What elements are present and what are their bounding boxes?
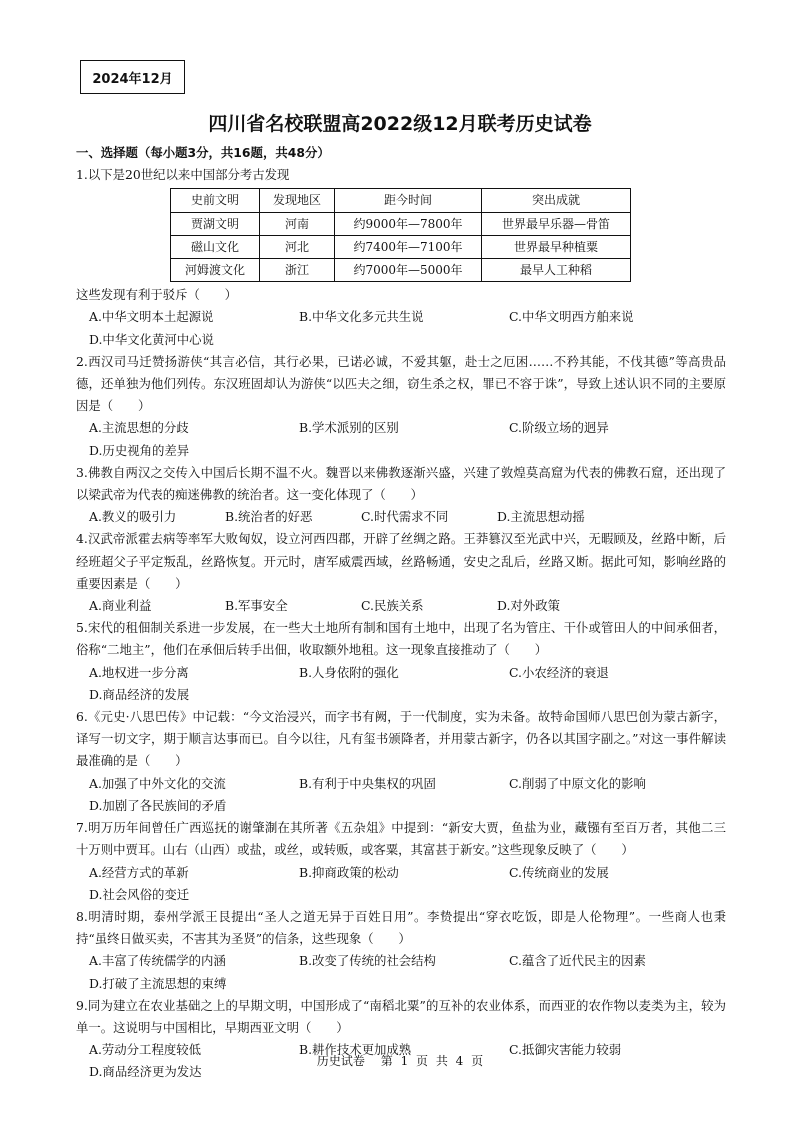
question-2-options [76,417,726,461]
table-header: 发现地区 [260,189,335,212]
section-heading: 一、选择题（每小题3分，共16题，共48分） [76,145,330,160]
question-4-stem: 4.汉武帝派霍去病等率军大败匈奴，设立河西四郡，开辟了丝绸之路。王莽篡汉至光武中兴，无暇顾及，丝路中断，后经班超父子平定叛乱，丝路恢复。开元时，唐军威震西域，丝路畅通，安史之乱后，丝路又断。据此可知，影响丝路的重要因素是（ ） [76,531,726,591]
question-3 [76,462,726,529]
table-cell: 磁山文化 [171,235,260,258]
table-cell: 贾湖文明 [171,212,260,235]
question-3-options [76,506,726,528]
option-a: A.加强了中外文化的交流 [89,775,226,791]
option-d: D.对外政策 [497,598,560,614]
exam-date: 2024年12月 [92,71,173,87]
option-c: C.小农经济的衰退 [509,664,609,680]
exam-date-box [80,60,185,94]
question-8-options [76,950,726,994]
question-5 [76,617,726,706]
option-a: A.丰富了传统儒学的内涵 [89,953,226,969]
table-header-row [171,189,631,212]
question-6 [76,706,726,817]
option-b: B.军事安全 [225,598,288,614]
question-2-stem: 2.西汉司马迁赞扬游侠“其言必信，其行必果，已诺必诚，不爱其躯，赴士之厄困……不矜其能，不伐其德”等高贵品德，还单独为他们列传。东汉班固却认为游侠“以匹夫之细，窃生杀之权，罪已不容于诛”，导致上述认识不同的主要原因是（ ） [76,353,726,414]
archaeology-table [170,188,631,282]
question-3-stem: 3.佛教自两汉之交传入中国后长期不温不火。魏晋以来佛教逐渐兴盛，兴建了敦煌莫高窟为代表的佛教石窟，还出现了以梁武帝为代表的痴迷佛教的统治者。这一变化体现了（ ） [76,464,726,503]
table-cell: 世界最早乐器—骨笛 [482,212,631,235]
question-4 [76,528,726,617]
table-header: 突出成就 [482,189,631,212]
question-5-stem: 5.宋代的租佃制关系进一步发展，在一些大土地所有制和国有土地中，出现了名为管庄、干仆或管田人的中间承佃者，俗称“二地主”，他们在承佃后转手出佃，收取额外地租。这一现象直接推动了（ ） [76,620,726,658]
footer-subject: 历史试卷 [316,1054,365,1068]
option-a: A.地权进一步分离 [89,664,189,680]
option-c: C.蕴含了近代民主的因素 [509,953,646,969]
option-c: C.阶级立场的迥异 [509,420,609,436]
question-8 [76,906,726,995]
table-cell: 河北 [260,235,335,258]
option-d: D.加剧了各民族间的矛盾 [89,797,227,813]
question-8-stem: 8.明清时期，泰州学派王艮提出“圣人之道无异于百姓日用”。李贽提出“穿衣吃饭，即是人伦物理”。一些商人也秉持“虽终日做买卖，不害其为圣贤”的信条，这些现象（ ） [76,908,726,947]
question-1-options [76,306,726,350]
option-b: B.耕作技术更加成熟 [299,1042,412,1058]
option-a: A.经营方式的革新 [89,864,189,880]
table-cell: 世界最早种植粟 [482,235,631,258]
option-a: A.商业利益 [89,598,152,614]
option-c: C.抵御灾害能力较弱 [509,1042,622,1058]
question-7-stem: 7.明万历年间曾任广西巡抚的谢肇淛在其所著《五杂俎》中提到：“新安大贾，鱼盐为业，藏镪有至百万者，其他二三十万则中贾耳。山右（山西）或盐，或丝，或转贩，或客粟，其富甚于新安。”这些现象反映了（ ） [76,820,726,858]
table-cell: 约7000年—5000年 [335,259,482,282]
option-c: C.时代需求不同 [361,509,449,525]
table-cell: 最早人工种稻 [482,259,631,282]
question-7-options [76,862,726,906]
question-2 [76,351,726,462]
option-a: A.劳动分工程度较低 [89,1042,202,1058]
option-c: C.中华文明西方舶来说 [509,309,634,325]
option-a: A.教义的吸引力 [89,509,177,525]
option-b: B.人身依附的强化 [299,664,399,680]
table-row [171,259,631,282]
table-cell: 约7400年—7100年 [335,235,482,258]
option-a: A.主流思想的分歧 [89,420,189,436]
question-6-options [76,773,726,817]
table-cell: 浙江 [260,259,335,282]
table-cell: 约9000年—7800年 [335,212,482,235]
option-d: D.主流思想动摇 [497,509,585,525]
table-header: 史前文明 [171,189,260,212]
question-6-stem: 6.《元史·八思巴传》中记载：“今文治浸兴，而字书有阙，于一代制度，实为未备。故特命国师八思巴创为蒙古新字，译写一切文字，期于顺言达事而已。自今以往，凡有玺书颁降者，并用蒙古新字，仍各以其国字副之。”对这一事件解读最准确的是（ ） [76,709,726,769]
question-7 [76,817,726,906]
option-c: C.削弱了中原文化的影响 [509,775,646,791]
question-1-stem: 1.以下是20世纪以来中国部分考古发现 [76,167,290,183]
question-1-prompt: 这些发现有利于驳斥（ ） [76,287,238,303]
option-d: D.商品经济的发展 [89,686,190,702]
option-b: B.有利于中央集权的巩固 [299,775,436,791]
option-d: D.商品经济更为发达 [89,1064,202,1080]
table-cell: 河南 [260,212,335,235]
table-row [171,212,631,235]
option-c: C.传统商业的发展 [509,864,609,880]
table-header: 距今时间 [335,189,482,212]
option-d: D.打破了主流思想的束缚 [89,975,227,991]
option-b: B.中华文化多元共生说 [299,309,424,325]
option-b: B.统治者的好恶 [225,509,313,525]
option-b: B.改变了传统的社会结构 [299,953,436,969]
question-1 [76,164,726,351]
question-5-options [76,662,726,706]
table-cell: 河姆渡文化 [171,259,260,282]
option-b: B.抑商政策的松动 [299,864,399,880]
option-b: B.学术派别的区别 [299,420,399,436]
question-9-stem: 9.同为建立在农业基础之上的早期文明，中国形成了“南稻北粟”的互补的农业体系，而西亚的农作物以麦类为主，较为单一。这说明与中国相比，早期西亚文明（ ） [76,997,726,1035]
option-a: A.中华文明本土起源说 [89,309,214,325]
option-d: D.历史视角的差异 [89,442,190,458]
page-footer [0,1052,800,1069]
option-d: D.中华文化黄河中心说 [89,331,214,347]
exam-title: 四川省名校联盟高2022级12月联考历史试卷 [208,113,592,135]
exam-content [76,142,726,1084]
question-9 [76,995,726,1084]
option-d: D.社会风俗的变迁 [89,886,190,902]
option-c: C.民族关系 [361,598,424,614]
table-row [171,235,631,258]
footer-page-number: 第 1 页 共 4 页 [380,1054,484,1068]
question-4-options [76,595,726,617]
